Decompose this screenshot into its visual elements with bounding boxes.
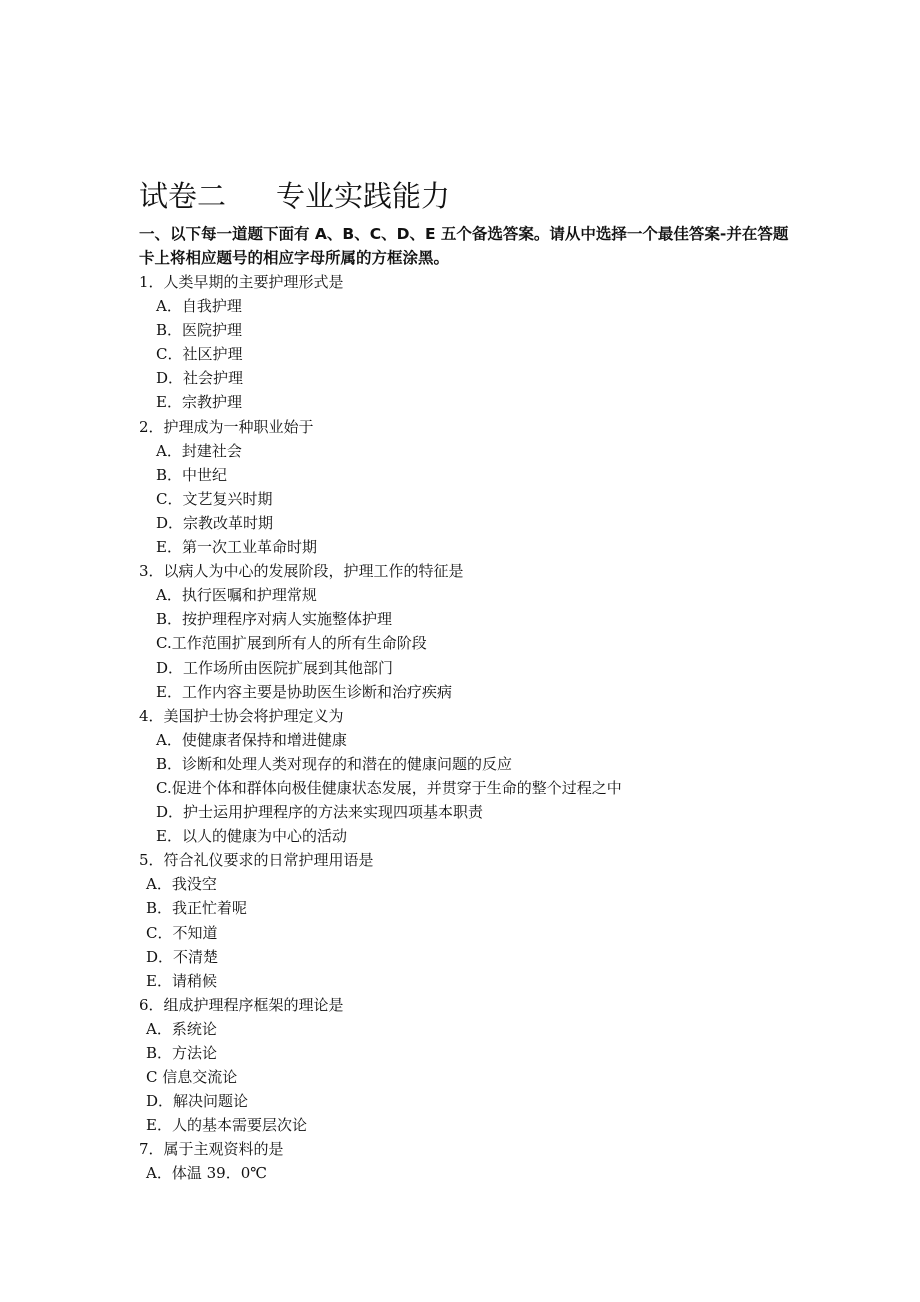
q5-option-e: E．请稍候	[146, 971, 217, 990]
question-3: 3．以病人为中心的发展阶段，护理工作的特征是	[139, 562, 464, 581]
q3-option-b: B．按护理程序对病人实施整体护理	[156, 610, 393, 629]
q6-option-e: E．人的基本需要层次论	[146, 1116, 307, 1135]
q6-option-d: D．解决问题论	[146, 1092, 249, 1111]
q4-option-e: E．以人的健康为中心的活动	[156, 827, 347, 846]
question-7: 7．属于主观资料的是	[139, 1140, 284, 1159]
q2-option-a: A．封建社会	[156, 441, 242, 460]
q3-option-d: D．工作场所由医院扩展到其他部门	[156, 658, 394, 677]
question-4: 4．美国护士协会将护理定义为	[139, 706, 344, 725]
q1-option-e: E．宗教护理	[156, 393, 242, 412]
q2-option-c: C．文艺复兴时期	[156, 489, 273, 508]
q5-option-b: B．我正忙着呢	[146, 899, 248, 918]
q1-option-a: A．自我护理	[156, 297, 242, 316]
question-2: 2．护理成为一种职业始于	[139, 417, 314, 436]
q5-option-d: D．不清楚	[146, 947, 219, 966]
question-5: 5．符合礼仪要求的日常护理用语是	[139, 851, 374, 870]
q1-option-b: B．医院护理	[156, 321, 243, 340]
q2-option-d: D．宗教改革时期	[156, 513, 274, 532]
q3-option-e: E．工作内容主要是协助医生诊断和治疗疾病	[156, 682, 452, 701]
q1-option-c: C．社区护理	[156, 345, 243, 364]
q4-option-a: A．使健康者保持和增进健康	[156, 730, 347, 749]
q1-option-d: D．社会护理	[156, 369, 244, 388]
q6-option-a: A．系统论	[146, 1019, 217, 1038]
q3-option-c: C.工作范围扩展到所有人的所有生命阶段	[156, 634, 427, 653]
q7-option-a: A．体温 39．0℃	[146, 1164, 268, 1183]
question-1: 1．人类早期的主要护理形式是	[139, 273, 344, 291]
q6-option-c: C 信息交流论	[146, 1068, 238, 1087]
q4-option-d: D．护士运用护理程序的方法来实现四项基本职责	[156, 803, 484, 822]
q4-option-b: B．诊断和处理人类对现存的和潜在的健康问题的反应	[156, 754, 513, 773]
q6-option-b: B．方法论	[146, 1044, 218, 1062]
q2-option-e: E．第一次工业革命时期	[156, 538, 317, 557]
question-list	[139, 270, 839, 1186]
q5-option-a: A．我没空	[146, 875, 217, 894]
question-6: 6．组成护理程序框架的理论是	[139, 995, 344, 1014]
title-part1: 试卷二	[139, 179, 227, 213]
q5-option-c: C．不知道	[146, 923, 218, 942]
section-instruction: 一、以下每一道题下面有 A、B、C、D、E 五个备选答案。请从中选择一个最佳答案-并在答题卡上将相应题号的相应字母所属的方框涂黑。	[139, 225, 789, 267]
q3-option-a: A．执行医嘱和护理常规	[156, 586, 317, 605]
q2-option-b: B．中世纪	[156, 465, 228, 484]
page-title	[139, 176, 450, 216]
title-part2: 专业实践能力	[276, 179, 451, 213]
q4-option-c: C.促进个体和群体向极佳健康状态发展，并贯穿于生命的整个过程之中	[156, 778, 622, 797]
